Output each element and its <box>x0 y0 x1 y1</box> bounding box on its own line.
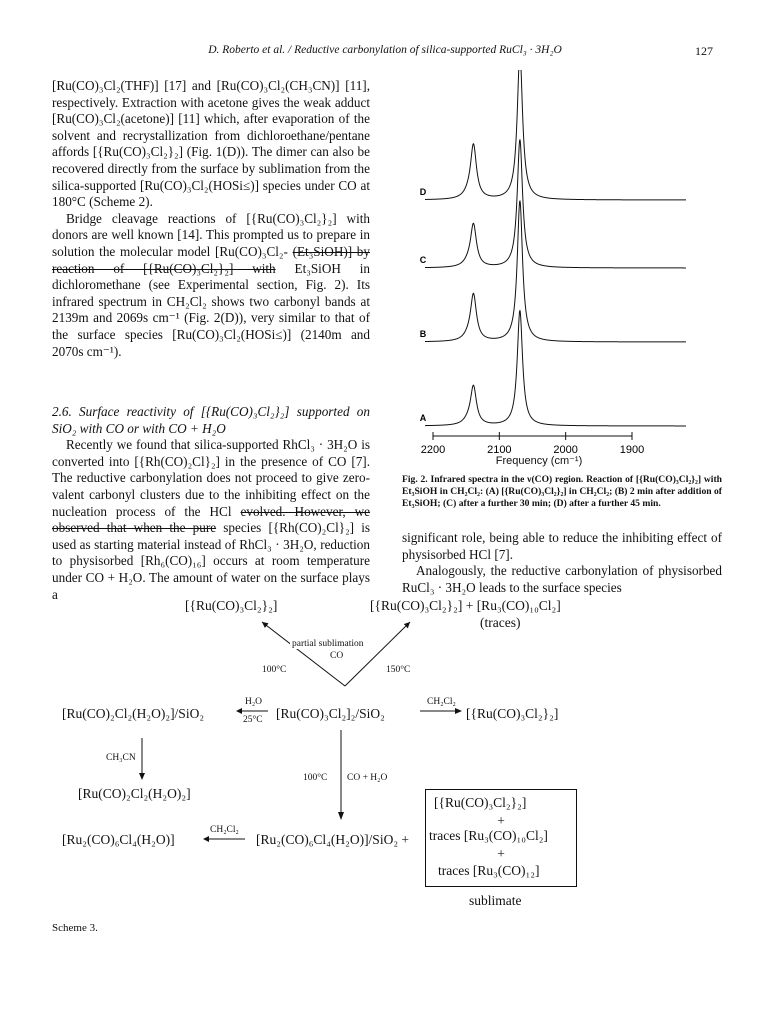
arrow-left-bottom <box>203 834 247 844</box>
x-tick-label: 1900 <box>619 444 645 456</box>
figure-caption: Fig. 2. Infrared spectra in the ν(CO) region. Reaction of [{Ru(CO)₃Cl₂}₂] with Et₃SiOH in CH₂Cl₂: (A) [{Ru(CO)₃Cl₂}₂] in CH₂Cl₂; (B) 2 min after addition of Et₃SiOH; (C) after a further 30 min; (D) after a further 45 min. <box>402 474 722 510</box>
scheme-traces: (traces) <box>480 615 521 630</box>
text-run: Bridge cleavage reactions of [{Ru(CO)₃Cl₂}₂] with donors are well known [14]. This prompted us to prepare in solution the molecular model [Ru(CO)₃Cl₂- <box>52 210 370 259</box>
co-label: CO <box>330 651 344 661</box>
spectra-curves <box>425 70 686 426</box>
box-plus-1: + <box>497 813 505 828</box>
text-run-struck: evolved. However, we observed that when the pure <box>52 503 371 536</box>
scheme-top-right: [{Ru(CO)₃Cl₂}₂] + [Ru₃(CO)₁₀Cl₂] <box>370 598 561 613</box>
temp-100-label: 100°C <box>262 665 287 675</box>
sublimate-label: sublimate <box>469 893 522 908</box>
x-tick-label: 2000 <box>553 444 578 456</box>
scheme-center-species: [Ru(CO)₃Cl₂]₂/SiO₂ <box>276 706 385 721</box>
temp-25-label: 25°C <box>243 715 263 725</box>
scheme-bottom-left: [Ru₂(CO)₆Cl₄(H₂O)] <box>62 832 175 847</box>
spectrum-D <box>425 70 686 200</box>
curve-label-B: B <box>419 329 427 339</box>
running-header: D. Roberto et al. / Reductive carbonylation of silica-supported RuCl₃ · 3H₂O <box>208 44 562 56</box>
scheme-right-species: [{Ru(CO)₃Cl₂}₂] <box>466 706 559 721</box>
arrow-down-left <box>137 738 147 780</box>
ch2cl2-label-2: CH₂Cl₂ <box>210 825 239 835</box>
scheme-left-species: [Ru(CO)₂Cl₂(H₂O)₂]/SiO₂ <box>62 706 205 721</box>
box-plus-2: + <box>497 846 505 861</box>
arrow-to-top-right <box>345 622 410 686</box>
curve-label-A: A <box>419 413 427 423</box>
left-column <box>52 78 370 360</box>
temp-100b-label: 100°C <box>303 773 328 783</box>
curve-label-C: C <box>419 255 427 265</box>
paragraph <box>52 437 370 603</box>
ch3cn-label: CH₃CN <box>106 753 136 763</box>
scheme-caption: Scheme 3. <box>52 922 98 934</box>
h2o-label: H₂O <box>245 697 263 707</box>
x-tick-label: 2200 <box>420 444 446 456</box>
scheme-bottom-center: [Ru₂(CO)₆Cl₄(H₂O)]/SiO₂ + <box>256 832 410 847</box>
ir-spectrum-figure <box>395 70 725 460</box>
arrow-right <box>418 706 464 716</box>
sublimate-box <box>425 789 577 887</box>
box-line-1: [{Ru(CO)₃Cl₂}₂] <box>434 795 527 810</box>
left-column-lower <box>52 404 370 603</box>
scheme-top-left: [{Ru(CO)₃Cl₂}₂] <box>185 598 278 613</box>
spectrum-A <box>425 311 686 426</box>
paragraph: significant role, being able to reduce the inhibiting effect of physisorbed HCl [7]. <box>402 530 722 562</box>
text-run: species [{Rh(CO)₂Cl}₂] is used as starting material instead of RhCl₃ · 3H₂O, reduction to physisorbed [Rh₆(CO)₁₆] occurs at room temperature under CO + H₂O. The amount of water on the surface plays a <box>52 520 370 602</box>
temp-150-label: 150°C <box>386 665 411 675</box>
box-line-2: traces [Ru₃(CO)₁₀Cl₂] <box>429 828 548 843</box>
page-number: 127 <box>695 44 713 58</box>
arrow-down-center <box>336 730 346 820</box>
box-line-3: traces [Ru₃(CO)₁₂] <box>438 863 540 878</box>
text-run-struck: (Et₃SiOH)] by reaction of [{Ru(CO)₃Cl₂}₂] with <box>52 243 370 276</box>
co-h2o-label: CO + H₂O <box>347 773 388 783</box>
right-column <box>402 530 722 596</box>
spectrum-C <box>425 140 686 268</box>
partial-sublimation-label: partial sublimation <box>292 639 364 649</box>
ch2cl2-label-1: CH₂Cl₂ <box>427 697 456 707</box>
text-run: Recently we found that silica-supported RhCl₃ · 3H₂O is converted into [{Rh(CO)₂Cl}₂] in the presence of CO [7]. The reductive carbonylation does not proceed to give zero-valent carbonyl clusters due to the inhibiting effect on the nucleation process of the HCl <box>52 437 370 519</box>
paragraph: Analogously, the reductive carbonylation of physisorbed RuCl₃ · 3H₂O leads to the surface species <box>402 563 722 595</box>
text-run: Et₃SiOH in dichloromethane (see Experimental section, Fig. 2). Its infrared spectrum in CH₂Cl₂ shows two carbonyl bands at 2139m and 2069s cm⁻¹ (Fig. 2(D)), very similar to that of the surface species [Ru(CO)₃Cl₂(HOSi≤)] (2140m and 2070s cm⁻¹). <box>52 260 370 359</box>
paragraph <box>52 211 370 360</box>
curve-label-D: D <box>419 187 427 197</box>
x-axis-label: Frequency (cm⁻¹) <box>495 455 583 467</box>
paragraph: [Ru(CO)₃Cl₂(THF)] [17] and [Ru(CO)₃Cl₂(CH₃CN)] [11], respectively. Extraction with acetone gives the weak adduct [Ru(CO)₃Cl₂(acetone)] [11] which, after evaporation of the solvent and recrystallization from dichloroethane/pentane affords [{Ru(CO)₃Cl₂}₂] (Fig. 1(D)). The dimer can also be recovered directly from the surface by sublimation from the silica-supported [Ru(CO)₃Cl₂(HOSi≤)] species under CO at 180°C (Scheme 2). <box>52 78 370 210</box>
scheme-ch3cn-product: [Ru(CO)₂Cl₂(H₂O)₂] <box>78 786 191 801</box>
x-tick-label: 2100 <box>487 444 512 456</box>
section-heading: 2.6. Surface reactivity of [{Ru(CO)₃Cl₂}₂] supported on SiO₂ with CO or with CO + H₂O <box>52 404 370 436</box>
spectrum-B <box>425 201 686 342</box>
